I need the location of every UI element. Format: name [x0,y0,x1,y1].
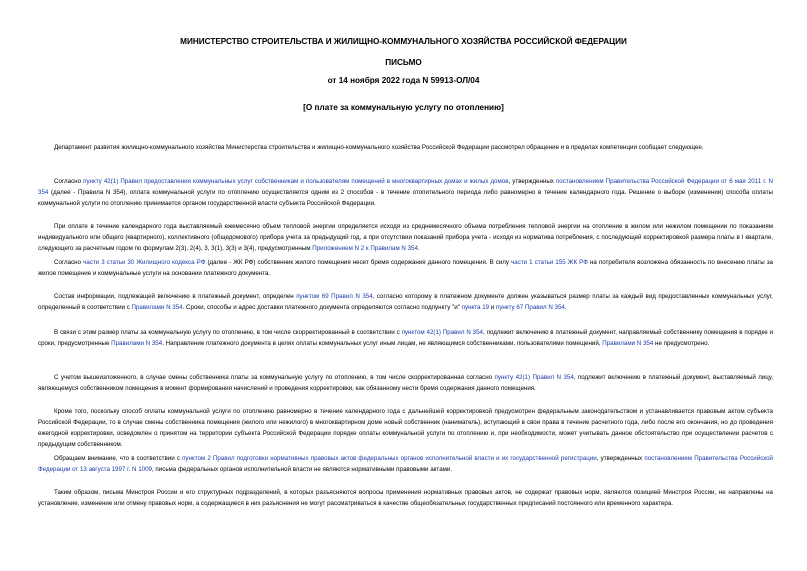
paragraph [38,176,773,209]
document-subject: [О плате за коммунальную услугу по отоплению] [303,103,504,112]
paragraph-text: , согласно которому в платежном документе должен указываться размер платы за каждый вид предоставленных коммунальных услуг, определенный в соответствии с [38,293,773,311]
document-link[interactable]: постановлением Правительства Российской Федерации от 6 мая 2011 г. N 354 [38,178,773,196]
paragraph-text: . Сроки, способы и адрес доставки платежного документа определяются согласно подпункту "и" [182,304,462,311]
paragraph-text: , утвержденных [508,178,556,185]
paragraph-text: При оплате в течение календарного года выставляемый ежемесячно объем тепловой энергии определяется исходя из среднемесячного объема потребления тепловой энергии на отопление в жилом или нежилом помещении по показаниям индивидуального или общего (квартирного), коллективного (общедомового) прибора учета за предыдущий год, а при отсутствии показаний прибора учета - исходя из норматива потребления, с последующей корректировкой размера платы в I квартале, следующего за расчетным годом по формулам 2(3), 2(4), 3, 3(1), 3(3) и 3(4), предусмотренным [38,223,773,252]
paragraph [38,372,773,394]
paragraph-text: , подлежит включению в платежный документ, направляемый собственнику помещения в порядке и сроки, предусмотренные [38,329,773,347]
document-link[interactable]: части 3 статьи 30 Жилищного кодекса РФ [83,259,206,266]
paragraph-text: не предусмотрено. [653,340,710,347]
paragraph-text: В связи с этим размер платы за коммунальную услугу по отоплению, в том числе скорректированный в соответствии с [54,329,402,336]
paragraph-text: и [489,304,496,311]
paragraph [38,221,773,254]
paragraph-text: Состав информации, подлежащей включению в платежный документ, определен [54,293,297,300]
paragraph-text: (далее - Правила N 354), оплата коммунальной услуги по отоплению осуществляется одним из 2 способов - в течение отопительного периода либо равномерно в течение календарного года. Решение о выборе (изменении) способа оплаты коммунальной услуги по отоплению принимается органом государственной власти субъекта Российской Федерации. [38,189,773,207]
paragraph-text: Согласно [54,178,84,185]
paragraph-text: , подлежит включению в платежный документ, выставляемый лицу, являющемуся собственником помещения в момент формирования начислений и проведения корректировки, как обязанному нести бремя содержания данного помещения. [38,374,773,392]
document-date-number: от 14 ноября 2022 года N 59913-ОЛ/04 [327,76,480,85]
document-link[interactable]: части 1 статьи 155 ЖК РФ [511,259,588,266]
paragraph-text: , утвержденных [596,455,645,462]
document-link[interactable]: пунктом 69 Правил N 354 [296,293,373,300]
document-link[interactable]: Правилами N 354 [131,304,183,311]
paragraph [38,406,773,450]
paragraph-text: , письма федеральных органов исполнительной власти не являются нормативными правовыми актами. [151,466,453,473]
paragraph-text: Таким образом, письма Минстроя России и его структурных подразделений, в которых разъясняются вопросы применения нормативных правовых актов, не содержат правовых норм, являются позицией Минстроя России, не направлены на установление, изменение или отмену правовых норм, а содержащиеся в них разъяснения не могут рассматриваться в качестве общеобязательных государственных предписаний постоянного или временного характера. [38,489,773,507]
paragraph-text: . [564,304,567,311]
document-link[interactable]: Правилами N 354 [111,340,163,347]
paragraph-text: (далее - ЖК РФ) собственник жилого помещения несет бремя содержания данного помещения. В силу [205,259,512,266]
paragraph-text: на потребителя возложена обязанность по внесению платы за жилое помещение и коммунальные услуги на основании платежного документа. [38,259,773,277]
paragraph-text: . [417,245,420,252]
paragraph-text: Согласно [54,259,84,266]
paragraph-text: . Направление платежного документа в целях оплаты коммунальных услуг иным лицам, не являющимся собственниками, пользователями помещений, [162,340,603,347]
paragraph-text: С учетом вышеизложенного, в случае смены собственника платы за коммунальную услугу по отоплению, в том числе скорректированная согласно [54,374,495,381]
paragraph-text: Обращаем внимание, что в соответствии с [54,455,183,462]
paragraph-text: Департамент развития жилищно-коммунального хозяйства Министерства строительства и жилищно-коммунального хозяйства Российской Федерации рассмотрел обращение и в пределах компетенции сообщает следующее. [54,144,704,151]
document-link[interactable]: пунктом 42(1) Правил N 354 [401,329,483,336]
ministry-heading: МИНИСТЕРСТВО СТРОИТЕЛЬСТВА И ЖИЛИЩНО-КОММУНАЛЬНОГО ХОЗЯЙСТВА РОССИЙСКОЙ ФЕДЕРАЦИИ [180,37,627,46]
paragraph [38,327,773,349]
document-link[interactable]: пункту 67 Правил N 354 [495,304,565,311]
paragraph-text: Кроме того, поскольку способ оплаты коммунальной услуги по отоплению равномерно в течение календарного года с дальнейшей корректировкой предусмотрен федеральным законодательством и устанавливается правовым актом субъекта Российской Федерации, то в случае смены собственника помещения (жилого или нежилого) в многоквартирном доме новый собственник (наниматель), вступающий в свои права в течение расчетного года, либо после его окончания, но до проведения ежегодной корректировки, осведомлен о принятом на территории субъекта Российской Федерации порядке оплаты коммунальной услуги по отоплению и, при необходимости, может учитывать данное обстоятельство при осуществлении расчетов с предыдущим собственником. [38,408,773,448]
paragraph [38,453,773,475]
document-link[interactable]: постановлением Правительства Российской Федерации от 13 августа 1997 г. N 1009 [38,455,773,473]
document-link[interactable]: пунктом 2 Правил подготовки нормативных правовых актов федеральных органов исполнительной власти и их государственной регистрации [182,455,597,462]
document-link[interactable]: пункта 19 [461,304,490,311]
document-link[interactable]: пункту 42(1) Правил N 354 [494,374,574,381]
document-type: ПИСЬМО [385,58,422,67]
paragraph [38,487,773,509]
paragraph [38,291,773,313]
paragraph [38,142,773,153]
document-link[interactable]: Правилами N 354 [602,340,654,347]
paragraph [38,257,773,279]
document-link[interactable]: Приложением N 2 к Правилам N 354 [312,245,418,252]
document-link[interactable]: пункту 42(1) Правил предоставления коммунальных услуг собственникам и пользователям помещений в многоквартирных домах и жилых домов [83,178,509,185]
